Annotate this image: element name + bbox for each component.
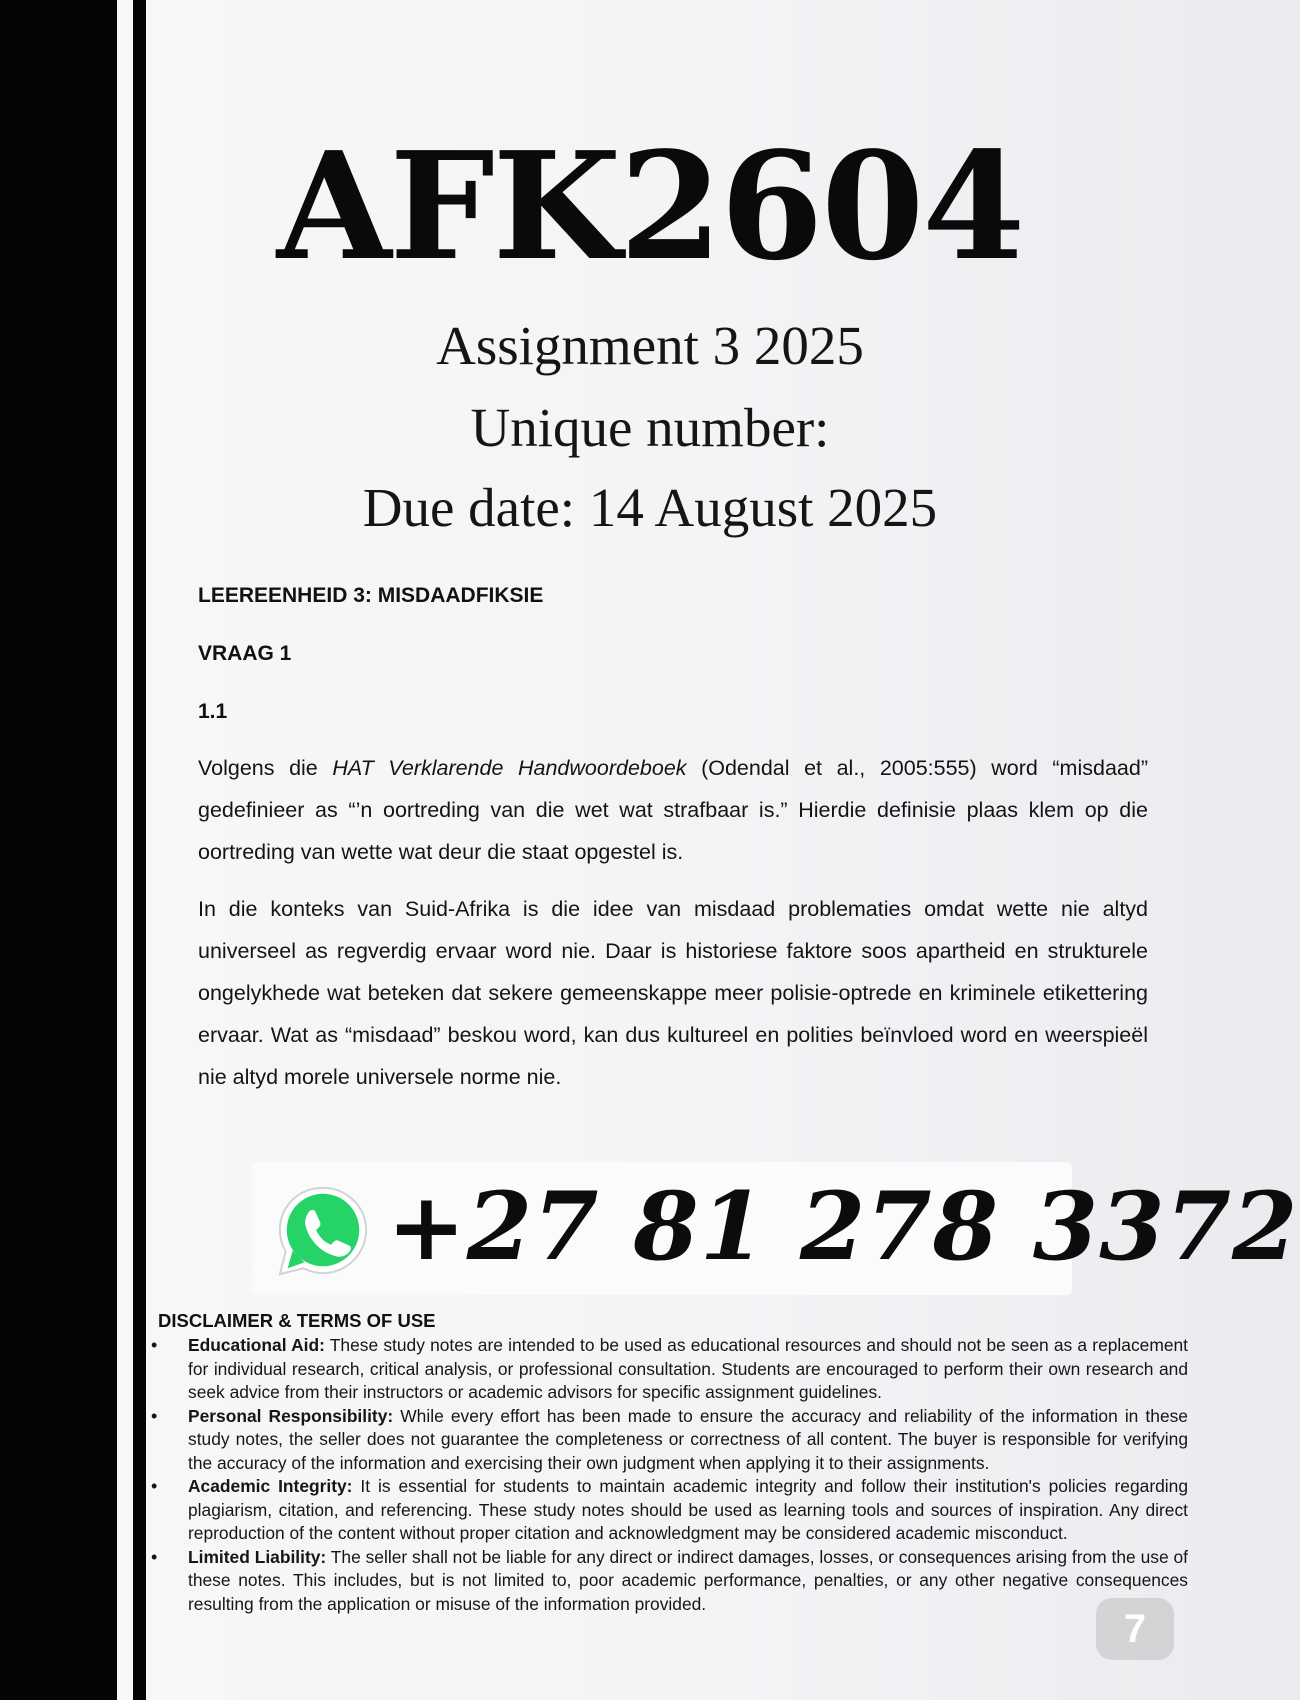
bullet-icon: • xyxy=(151,1546,158,1567)
due-date: Due date: 14 August 2025 xyxy=(362,477,938,538)
disclaimer-item-label: Personal Responsibility: xyxy=(188,1405,394,1426)
subquestion-number: 1.1 xyxy=(198,700,228,723)
disclaimer-item xyxy=(151,1334,1188,1405)
whatsapp-contact-banner[interactable] xyxy=(252,1162,1299,1295)
question-heading: VRAAG 1 xyxy=(198,642,292,665)
phone-number: +27 81 278 3372 xyxy=(387,1172,1299,1282)
unit-heading: LEEREENHEID 3: MISDAADFIKSIE xyxy=(198,584,544,607)
disclaimer-item-label: Academic Integrity: xyxy=(188,1476,353,1496)
disclaimer-item xyxy=(151,1475,1188,1546)
bullet-icon: • xyxy=(151,1476,158,1496)
course-code: AFK2604 xyxy=(276,119,1024,293)
paragraph-context: In die konteks van Suid-Afrika is die idee van misdaad problematies omdat wette nie altyd universeel as regverdig ervaar word nie. Daar is historiese faktore soos apartheid en strukturele ongelykhede wat beteken dat sekere gemeenskappe meer polisie-optrede en kriminele etikettering ervaar. Wat as “misdaad” beskou word, kan dus kultureel en polities beïnvloed word en weerspieël nie altyd morele universele norme nie. xyxy=(198,897,1148,1089)
paragraph-definition-post: (Odendal et al., 2005:555) word “misdaad” gedefinieer as “’n oortreding van die wet wat strafbaar is.” Hierdie definisie plaas klem op die oortreding van wette wat deur die staat opgestel is. xyxy=(198,756,1148,864)
bullet-icon: • xyxy=(151,1405,158,1426)
unique-number: Unique number: xyxy=(470,397,830,458)
disclaimer-item-label: Limited Liability: xyxy=(188,1546,327,1567)
disclaimer-list xyxy=(151,1334,1189,1616)
bullet-icon: • xyxy=(151,1335,158,1355)
disclaimer-item-text: These study notes are intended to be used as educational resources and should not be seen as a replacement for individual research, critical analysis, or professional consultation. Students are encouraged to perform their own research and seek advice from their instructors or academic advisors for specific assignment guidelines. xyxy=(188,1335,1188,1402)
paragraph-definition-pre: Volgens die xyxy=(198,756,333,780)
disclaimer-item xyxy=(151,1546,1189,1617)
disclaimer-title: DISCLAIMER & TERMS OF USE xyxy=(158,1310,436,1331)
floating-page-button[interactable]: 7 xyxy=(1096,1598,1174,1660)
disclaimer-item-text: It is essential for students to maintain academic integrity and follow their institution's policies regarding plagiarism, citation, and referencing. These study notes should be used as learning tools and sources of inspiration. Any direct reproduction of the content without proper citation and acknowledgment may be considered academic misconduct. xyxy=(188,1476,1188,1543)
dictionary-title: HAT Verklarende Handwoordeboek xyxy=(332,756,687,780)
disclaimer-item-text: While every effort has been made to ensure the accuracy and reliability of the information in these study notes, the seller does not guarantee the completeness or correctness of all content. The buyer is responsible for verifying the accuracy of the information and exercising their own judgment when applying it to their assignments. xyxy=(188,1405,1188,1473)
whatsapp-icon xyxy=(274,1182,372,1280)
assignment-title: Assignment 3 2025 xyxy=(436,315,864,376)
disclaimer-item xyxy=(151,1405,1188,1476)
disclaimer-item-text: The seller shall not be liable for any direct or indirect damages, losses, or consequences arising from the use of these notes. This includes, but is not limited to, poor academic performance, penalties, or any other negative consequences resulting from the application or misuse of the information provided. xyxy=(188,1546,1189,1614)
disclaimer-item-label: Educational Aid: xyxy=(188,1335,325,1355)
paragraph-definition xyxy=(198,747,1148,873)
